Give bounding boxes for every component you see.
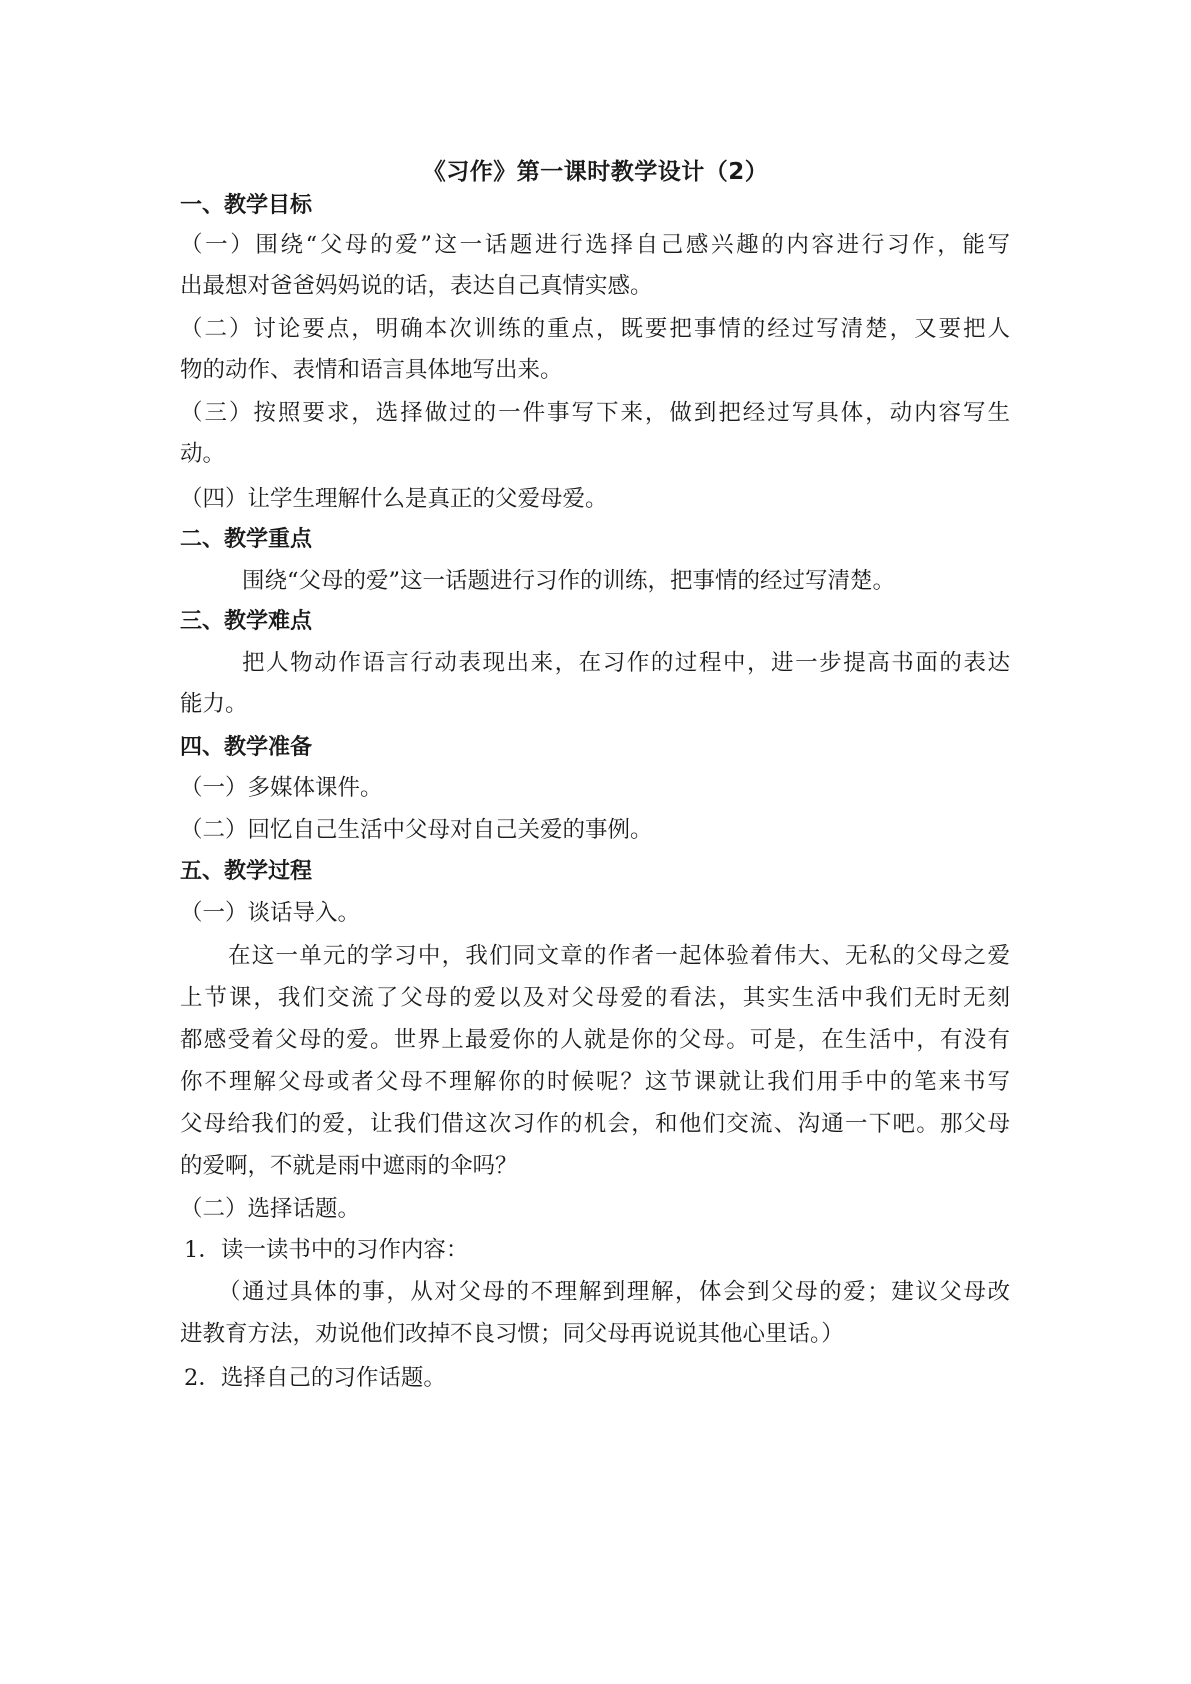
difficulties-line-2: 能力。 xyxy=(180,691,248,717)
section-heading-preparation: 四、教学准备 xyxy=(180,735,313,760)
process-line-10: （通过具体的事，从对父母的不理解到理解，体会到父母的爱；建议父母改 xyxy=(218,1279,1010,1305)
preparation-line-2: （二）回忆自己生活中父母对自己关爱的事例。 xyxy=(180,817,653,843)
process-line-2: 在这一单元的学习中，我们同文章的作者一起体验着伟大、无私的父母之爱 xyxy=(228,943,1010,969)
process-line-6: 父母给我们的爱，让我们借这次习作的机会，和他们交流、沟通一下吧。那父母 xyxy=(180,1111,1010,1137)
preparation-line-1: （一）多媒体课件。 xyxy=(180,775,383,801)
section-heading-key-points: 二、教学重点 xyxy=(180,527,313,552)
goals-line-3: （二）讨论要点，明确本次训练的重点，既要把事情的经过写清楚，又要把人 xyxy=(180,316,1010,342)
process-line-9: 1．读一读书中的习作内容： xyxy=(184,1237,469,1263)
process-line-8: （二）选择话题。 xyxy=(180,1196,361,1222)
goals-line-4: 物的动作、表情和语言具体地写出来。 xyxy=(180,357,563,383)
document-title: 《习作》第一课时教学设计（2） xyxy=(422,159,769,185)
process-line-7: 的爱啊，不就是雨中遮雨的伞吗？ xyxy=(180,1153,518,1179)
process-line-12: 2．选择自己的习作话题。 xyxy=(184,1365,446,1391)
difficulties-line-1: 把人物动作语言行动表现出来，在习作的过程中，进一步提高书面的表达 xyxy=(242,650,1010,676)
goals-line-7: （四）让学生理解什么是真正的父爱母爱。 xyxy=(180,486,608,512)
goals-line-2: 出最想对爸爸妈妈说的话，表达自己真情实感。 xyxy=(180,273,653,299)
section-heading-process: 五、教学过程 xyxy=(180,859,313,884)
process-line-11: 进教育方法，劝说他们改掉不良习惯；同父母再说说其他心里话。） xyxy=(180,1321,844,1347)
goals-line-6: 动。 xyxy=(180,441,226,467)
goals-line-1: （一）围绕“父母的爱”这一话题进行选择自己感兴趣的内容进行习作，能写 xyxy=(180,232,1010,258)
process-line-3: 上节课，我们交流了父母的爱以及对父母爱的看法，其实生活中我们无时无刻 xyxy=(180,985,1010,1011)
process-line-4: 都感受着父母的爱。世界上最爱你的人就是你的父母。可是，在生活中，有没有 xyxy=(180,1027,1010,1053)
section-heading-difficulties: 三、教学难点 xyxy=(180,609,313,634)
process-line-1: （一）谈话导入。 xyxy=(180,900,361,926)
section-heading-goals: 一、教学目标 xyxy=(180,193,313,218)
key-points-line-1: 围绕“父母的爱”这一话题进行习作的训练，把事情的经过写清楚。 xyxy=(242,568,896,594)
process-line-5: 你不理解父母或者父母不理解你的时候呢？这节课就让我们用手中的笔来书写 xyxy=(180,1069,1010,1095)
goals-line-5: （三）按照要求，选择做过的一件事写下来，做到把经过写具体，动内容写生 xyxy=(180,400,1010,426)
